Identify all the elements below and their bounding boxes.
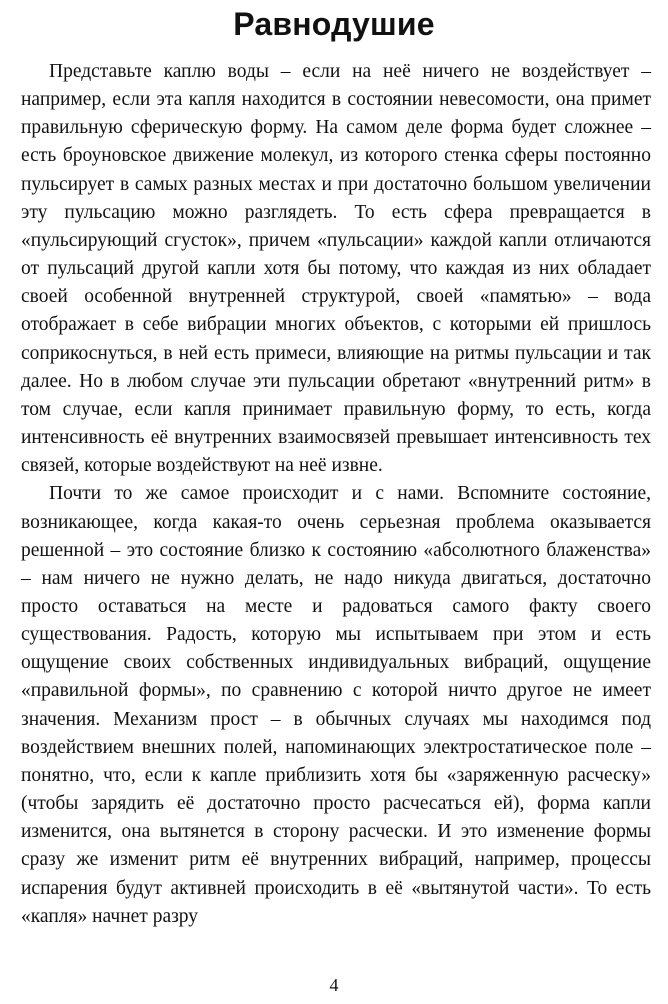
chapter-title: Равнодушие xyxy=(233,6,435,42)
paragraph: Почти то же самое происходит и с нами. Вспомните состояние, возникающее, когда какая-то очень серьезная проблема оказывается решенной – это состояние близко к состоянию «абсолютного блаженства» – нам ничего не нужно делать, не надо никуда двигаться, достаточно просто оставаться на месте и радоваться самого факту своего существования. Радость, которую мы испытываем при этом и есть ощущение своих собственных индивидуальных вибраций, ощущение «правильной формы», по сравнению с которой ничто другое не имеет значения. Механизм прост – в обычных случаях мы находимся под воздействием внешних полей, напоминающих электростатическое поле – понятно, что, если к капле приблизить хотя бы «заряженную расческу» (чтобы зарядить её достаточно просто расчесаться ей), форма капли изменится, она вытянется в сторону расчески. И это изменение формы сразу же изменит ритм её внутренних вибраций, например, процессы испарения будут активней происходить в её «вытянутой части». То есть «капля» начнет разру xyxy=(21,483,651,927)
page-number: 4 xyxy=(329,975,339,995)
paragraph: Представьте каплю воды – если на неё ничего не воздействует – например, если эта капля находится в состоянии невесомости, она примет правильную сферическую форму. На самом деле форма будет сложнее – есть броуновское движение молекул, из которого стенка сферы постоянно пульсирует в самых разных местах и при достаточно большом увеличении эту пульсацию можно разглядеть. То есть сфера превращается в «пульсирующий сгусток», причем «пульсации» каждой капли отличаются от пульсаций другой капли хотя бы потому, что каждая из них обладает своей особенной внутренней структурой, своей «памятью» – вода отображает в себе вибрации многих объектов, с которыми ей пришлось соприкоснуться, в ней есть примеси, влияющие на ритмы пульсации и так далее. Но в любом случае эти пульсации обретают «внутренний ритм» в том случае, если капля принимает правильную форму, то есть, когда интенсивность её внутренних взаимосвязей превышает интенсивность тех связей, которые воздействуют на неё извне. xyxy=(21,61,651,477)
chapter-body xyxy=(21,58,651,931)
